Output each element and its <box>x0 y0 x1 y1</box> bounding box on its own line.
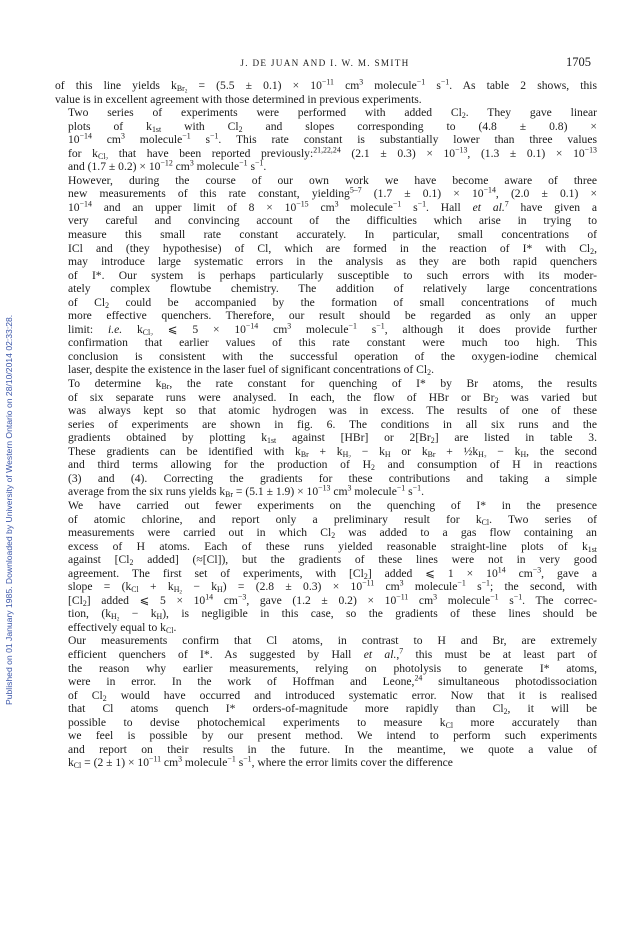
text-line: $[Cl_2]$ added ⩽ $5 \times 10^{14}$ $cm^{-3}$, gave $(1.2 \pm 0.2) \times 10^{-11}$ $cm^3$ molecule$^{-1}$ $s^{-1}$. The correc- <box>68 593 597 608</box>
text-line: series of experiments are shown in fig. 6. The conditions in all six runs and the <box>68 417 597 431</box>
text-line: of $Cl_2$ would have occurred and introduced systematic error. Now that it is realised <box>68 688 597 703</box>
text-line: plots of $k_{1st}$ with $Cl_2$ and slopes corresponding to (4.8 ± 0.8) × <box>68 119 597 134</box>
text-line: $10^{-14}$ $cm^3$ molecule$^{-1}$ $s^{-1}$. This rate constant is substantially lower than three values <box>68 133 597 147</box>
text-line: We have carried out fewer experiments on the quenching of I* in the presence <box>68 498 597 512</box>
text-line: agreement. The first set of experiments, with $[Cl_2]$ added ⩽ $1 \times 10^{14}$ $cm^{-3}$, gave a <box>68 566 597 581</box>
text-line: excess of H atoms. Each of these runs yielded reasonable straight-line plots of $k_{1st}$ <box>68 539 597 554</box>
text-line: These gradients can be identified with $k_{Br} + k_{H_2} - k_H$ or $k_{Br}$ + $\frac{1}{2}k_{H_2} - k_H$, the second <box>68 444 597 459</box>
text-line: possible to devise photochemical experiments to measure $k_{Cl}$ more accurately than <box>68 715 597 730</box>
text-line: more effective quenchers. Therefore, our result should be regarded as only an upper <box>68 309 597 323</box>
text-line: we feel is possible by our present method. We intend to perform such experiments <box>68 729 597 743</box>
paragraph <box>55 499 597 634</box>
text-line: However, during the course of our own work we have become aware of three <box>68 173 597 187</box>
paragraph <box>55 377 597 499</box>
page-header <box>55 55 595 71</box>
paragraph <box>55 79 597 106</box>
text-line: against [$Cl_2$ added] (≈[Cl]), but the gradients of these lines were not in very good <box>68 553 597 567</box>
text-line: value is in excellent agreement with those determined in previous experiments. <box>55 92 422 106</box>
text-line: Two series of experiments were performed with added $Cl_2$. They gave linear <box>68 106 597 120</box>
text-line: the reason why earlier measurements, relying on photolysis to generate I* atoms, <box>68 661 597 675</box>
text-line: $k_{Cl} = (2 \pm 1) \times 10^{-11}$ $cm^3$ molecule$^{-1}$ $s^{-1}$, where the error limits cover the difference <box>68 756 453 770</box>
text-line: of this line yields $k_{Br_2} = (5.5 \pm 0.1) \times 10^{-11}$ $cm^3$ molecule$^{-1}$ $s^{-1}$. As table 2 shows, this <box>55 79 597 93</box>
text-line: of I*. Our system is perhaps particularly susceptible to such errors with its moder- <box>68 268 597 282</box>
paragraph <box>55 634 597 769</box>
text-line: measurements were carried out in which $Cl_2$ was added to a gas flow containing an <box>68 526 597 540</box>
text-line: new measurements of this rate constant, yielding$^{5-7}$ $(1.7 \pm 0.1) \times 10^{-14}$, (2.0 ± 0.1) × <box>68 187 597 201</box>
article-body <box>55 79 597 770</box>
text-line: $10^{-14}$ and an upper limit of $8 \times 10^{-15}$ $cm^3$ molecule$^{-1}$ $s^{-1}$. Hall et al.$^7$ have given a <box>68 200 597 214</box>
text-line: that Cl atoms quench I* orders-of-magnitude more rapidly than $Cl_2$, it will be <box>68 702 597 716</box>
text-line: limit: i.e. $k_{Cl_2}$ ⩽ $5 \times 10^{-14}$ $cm^3$ molecule$^{-1}$ $s^{-1}$, although it does provide further <box>68 322 597 337</box>
text-line: and report on their results in the future. In the meantime, we quote a value of <box>68 742 597 756</box>
text-line: of $Cl_2$ could be accompanied by the formation of small concentrations of much <box>68 295 597 310</box>
text-line: for $k_{Cl_2}$ that have been reported previously:$^{21,22,24}$ $(2.1 \pm 0.3) \times 10^{-13}$, $(1.3 \pm 0.1) \times 10^{-13}$ <box>68 146 597 161</box>
paragraph <box>55 106 597 174</box>
page-number: 1705 <box>566 55 591 69</box>
running-head: J. DE JUAN AND I. W. M. SMITH <box>240 58 410 68</box>
text-line: slope = $(k_{Cl} + k_{H_2} - k_H) = (2.8 \pm 0.3) \times 10^{-11}$ $cm^3$ molecule$^{-1}$ $s^{-1}$; the second, with <box>68 580 597 594</box>
text-line: Our measurements confirm that Cl atoms, in contrast to H and Br, are extremely <box>68 634 597 648</box>
text-line: and third terms allowing for the production of $H_2$ and consumption of H in reactions <box>68 458 597 472</box>
text-line: was always kept so that atomic hydrogen was in excess. The results of one of these <box>68 404 597 418</box>
text-line: gradients obtained by plotting $k_{1st}$ against [HBr] or $2[Br_2]$ are listed in table 3. <box>68 431 597 445</box>
text-line: effectively equal to $k_{Cl}$. <box>68 620 177 635</box>
text-line: To determine $k_{Br}$, the rate constant for quenching of I* by Br atoms, the results <box>68 377 597 391</box>
text-line: very careful and convincing account of the difficulties which arise in trying to <box>68 214 597 228</box>
text-line: measure this small rate constant accurately. In particular, small concentrations of <box>68 228 597 242</box>
text-line: and $(1.7 \pm 0.2) \times 10^{-12}$ $cm^3$ molecule$^{-1}$ $s^{-1}$. <box>68 160 267 174</box>
text-line: laser, despite the existence in the laser fuel of significant concentrations of $Cl_2$. <box>68 363 434 378</box>
text-line: of atomic chlorine, and report only a preliminary result for $k_{Cl}$. Two series of <box>68 512 597 527</box>
text-line: ICl and (they hypothesise) of Cl, which are formed in the reaction of I* with $Cl_2$, <box>68 241 597 256</box>
text-line: (3) and (4). Correcting the gradients for these contributions and taking a simple <box>68 471 597 485</box>
text-line: ately complex flowtube chemistry. The addition of relatively large concentrations <box>68 282 597 296</box>
text-line: of six separate runs were analysed. In each, the flow of HBr or $Br_2$ was varied but <box>68 390 597 405</box>
text-line: efficient quenchers of I*. As suggested by Hall et al.,$^7$ this must be at least part of <box>68 647 597 661</box>
text-line: may introduce large systematic errors in the analysis as they are both rapid quenchers <box>68 255 597 269</box>
text-line: were in error. In the work of Hoffman and Leone,$^{24}$ simultaneous photodissociation <box>68 675 597 689</box>
text-line: average from the six runs yields $k_{Br} = (5.1 \pm 1.9) \times 10^{-13}$ $cm^3$ molecule$^{-1}$ $s^{-1}$. <box>68 485 424 499</box>
text-line: confirmation that earlier values of this rate constant were much too high. This <box>68 336 597 350</box>
download-provenance-note: Published on 01 January 1985. Downloaded by University of Western Ontario on 28/10/2014 02:33:28. <box>4 314 14 706</box>
paragraph <box>55 174 597 377</box>
text-line: conclusion is consistent with the successful operation of the oxygen-iodine chemical <box>68 349 597 363</box>
text-line: tion, $(k_{H_2} - k_H)$, is negligible in this case, so the gradients of these lines should be <box>68 607 597 621</box>
